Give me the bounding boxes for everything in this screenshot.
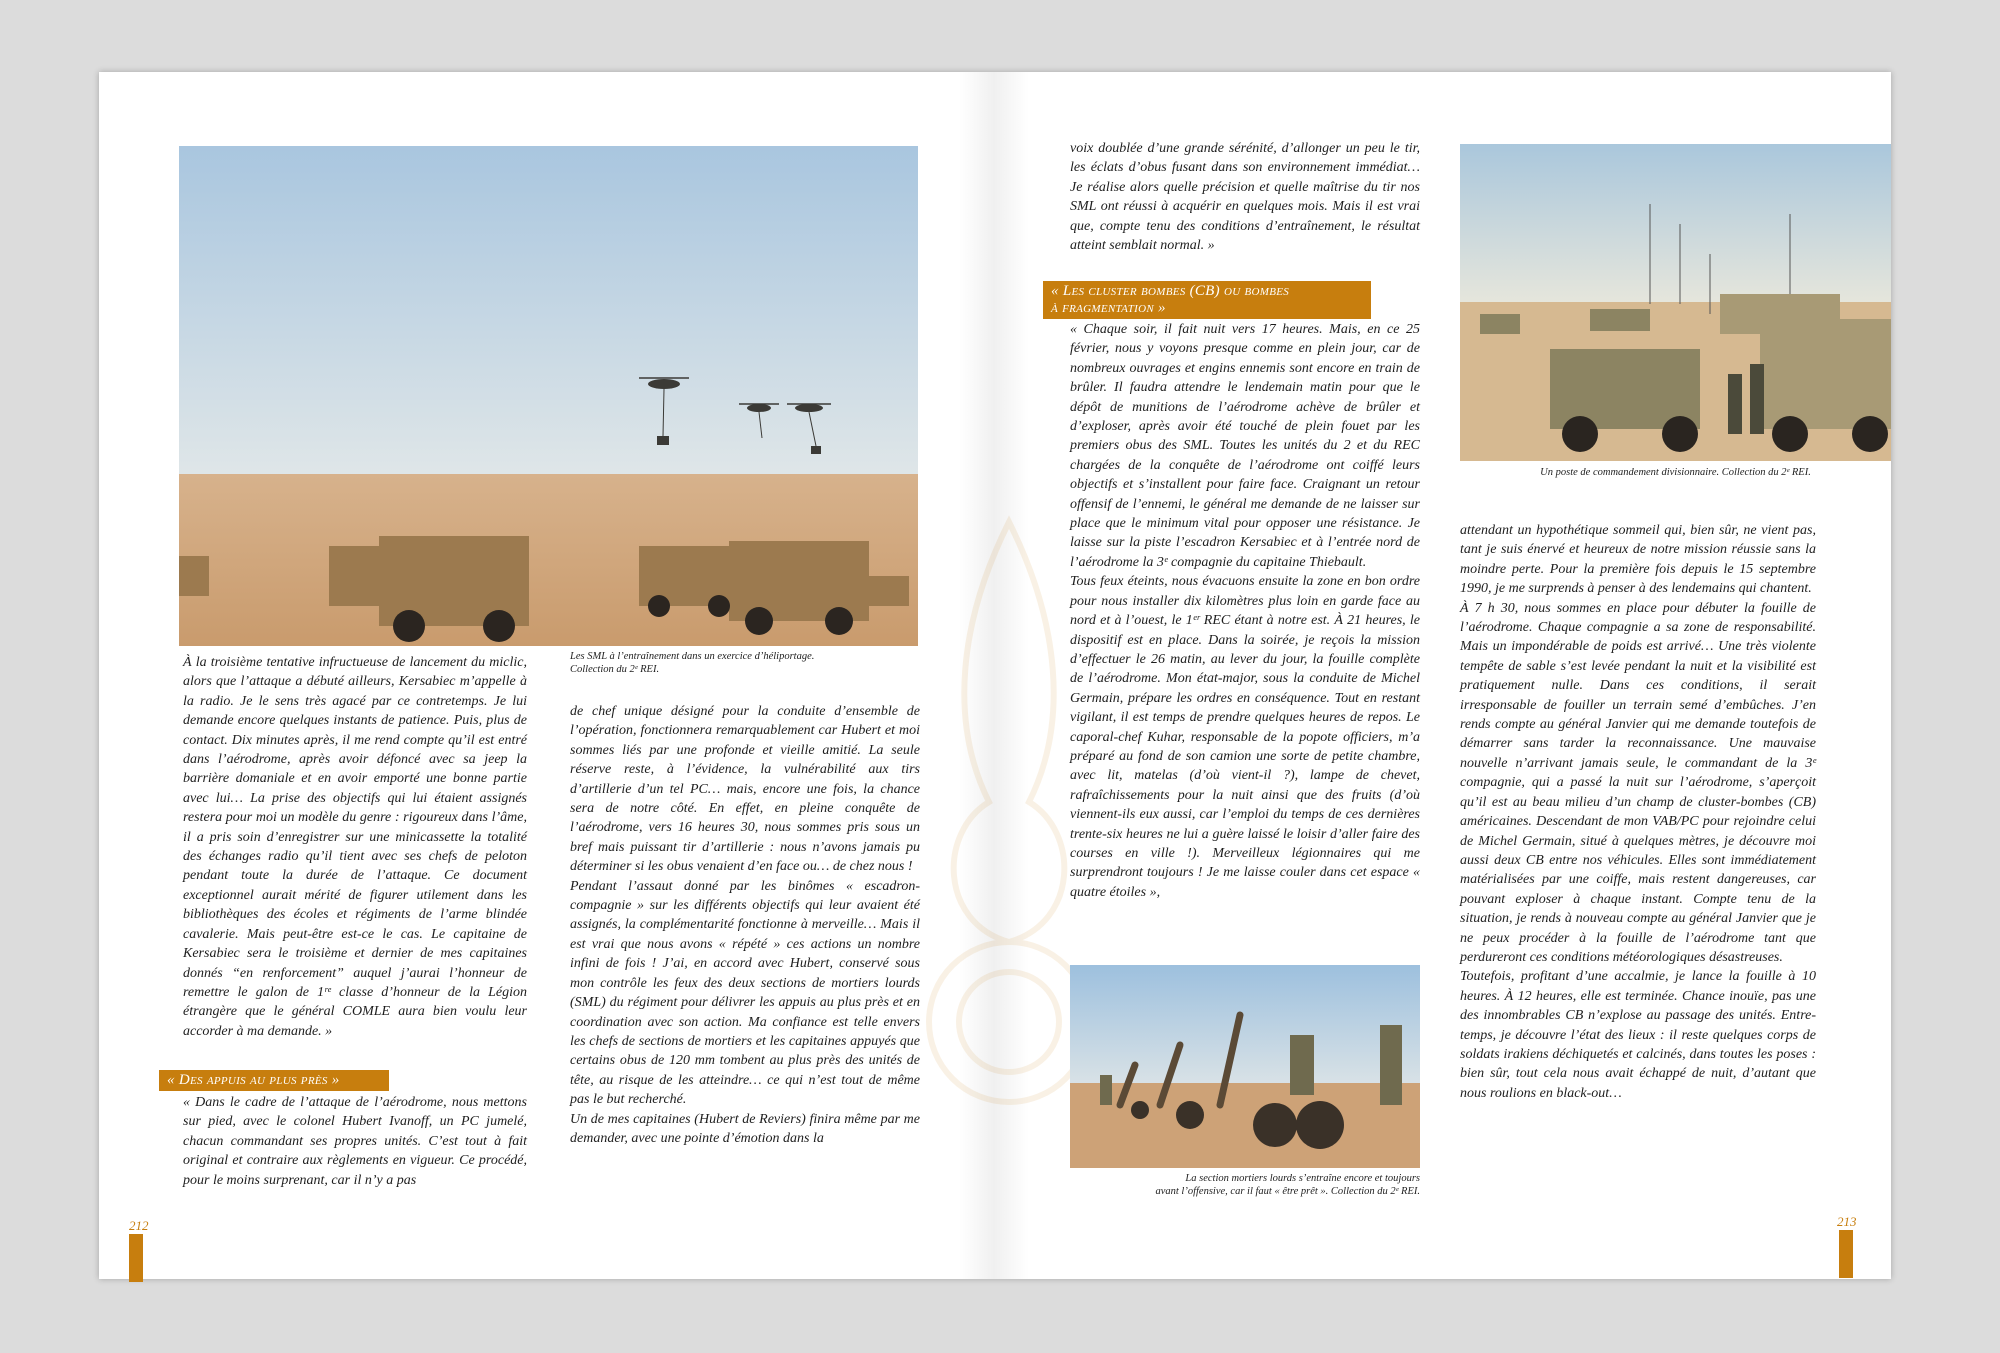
section-heading-appuis: « Des appuis au plus près » — [159, 1070, 389, 1091]
book-spread — [99, 72, 1891, 1279]
paragraph: Un de mes capitaines (Hubert de Reviers) finira même par me demander, avec une pointe d’émotion dans la — [570, 1111, 920, 1146]
paragraph: « Dans le cadre de l’attaque de l’aérodrome, nous mettons sur pied, avec le colonel Hubert Ivanoff, un PC jumelé, chacun commandant ses propres unités. C’est tout à fait original et contraire aux règlements en vigueur. Ce procédé, pour le moins surprenant, car il n’y a pas — [183, 1095, 527, 1188]
paragraph: Tous feux éteints, nous évacuons ensuite la zone en bon ordre pour nous installer dix kilomètres plus loin en garde face au nord et à l’ouest, le 1ᵉʳ REC étant à notre est. À 21 heures, le dispositif est en place. Dans la soirée, je reçois la mission d’effectuer le 26 matin, au lever du jour, la fouille complète de l’aérodrome. Mon état-major, sous la conduite de Michel Germain, prépare les ordres en conséquence. Tout en restant vigilant, il est temps de prendre quelques heures de repos. Le caporal-chef Kuhar, responsable de la popote officiers, m’a préparé au fond de son camion une sorte de petite chambre, avec lit, matelas (d’où vient-il ?), lampe de chevet, rafraîchissements pour la nuit ainsi que des fruits (d’où viennent-ils eux aussi, car l’emploi du temps de ces dernières trente-six heures ne lui a guère laissé le loisir d’aller faire des courses en ville !). Merveilleux légionnaires qui me surprendront toujours ! Je me laisse couler dans cet espace « quatre étoiles », — [1070, 574, 1420, 900]
text-column-4 — [1460, 521, 1816, 1103]
paragraph: « Chaque soir, il fait nuit vers 17 heures. Mais, en ce 25 février, nous y voyons presque comme en plein jour, car de nombreux ouvrages et engins ennemis sont encore en train de brûler. Il faudra attendre le lendemain matin pour que le dépôt de munitions de l’aérodrome achève de brûler et d’exploser, après avoir été touché de plein fouet par les premiers obus des SML. Toutes les unités du 2 et du REC chargées de la conquête de l’aérodrome ont coiffé leurs objectifs et s’installent pour faire face. Craignant un retour offensif de l’ennemi, le général me demande de ne laisser sur place que le minimum vital pour opposer une résistance. Je laisse sur la piste l’escadron Kersabiec et à l’entrée nord de l’aérodrome la 3ᵉ compagnie du capitaine Thiebault. — [1070, 322, 1420, 570]
photo-caption-mortars: La section mortiers lourds s’entraîne encore et toujours avant l’offensive, car il faut « être prêt ». Collection du 2ᵉ REI. — [1155, 1173, 1420, 1197]
text-column-1 — [183, 653, 527, 1041]
photo-caption-command-post: Un poste de commandement divisionnaire. Collection du 2ᵉ REI. — [1540, 467, 1811, 478]
paragraph: voix doublée d’une grande sérénité, d’allonger un peu le tir, les éclats d’obus fusant dans son environnement immédiat… Je réalise alors quelle précision et quelle maîtrise du tir nos SML ont réussi à acquérir en quelques mois. Mais il est vrai que, compte tenu des conditions d’entraînement, le résultat atteint semblait normal. » — [1070, 141, 1420, 254]
paragraph: À la troisième tentative infructueuse de lancement du miclic, alors que l’attaque a débuté ailleurs, Kersabiec m’appelle à la radio. Je le sens très agacé par ce contretemps. Je lui demande encore quelques instants de patience. Puis, plus de contact. Dix minutes après, il me rend compte qu’il est entré dans l’aérodrome, après avoir défoncé avec sa jeep la barrière domaniale et en avoir emporté une bonne partie avec lui… La prise des objectifs qui lui étaient assignés restera pour moi un modèle du genre : rigoureux dans l’âme, il a pris soin d’enregistrer sur une minicassette la totalité des échanges radio qu’il tient avec ses chefs de peloton pendant toute la durée de l’attaque. Ce document exceptionnel aurait mérité de figurer utilement dans les bibliothèques des écoles et régiments de l’arme blindée cavalerie. Mais peut-être est-ce le cas. Le capitaine de Kersabiec sera le troisième et dernier de mes capitaines donnés “en renforcement” auquel j’aurai l’honneur de remettre le galon de 1ʳᵉ classe d’honneur de la Légion étrangère que le général COMLE aura bien voulu leur accorder à ma demande. » — [183, 655, 527, 1039]
folio-bar-right — [1839, 1230, 1853, 1278]
paragraph: de chef unique désigné pour la conduite d’ensemble de l’opération, fonctionnera remarquablement car Hubert et moi sommes liés par une profonde et vieille amitié. La seule réserve reste, à l’évidence, la vulnérabilité aux tirs d’artillerie d’un tel PC… mais, encore une fois, la chance sera de notre côté. En effet, en pleine conquête de l’aérodrome, vers 16 heures 30, nous sommes pris sous un bref mais puissant tir d’artillerie : nous n’avons jamais pu déterminer si les obus venaient d’en face ou… de chez nous ! — [570, 704, 920, 875]
paragraph: À 7 h 30, nous sommes en place pour débuter la fouille de l’aérodrome. Chaque compagnie a sa zone de responsabilité. Mais un impondérable de poids est arrivé… Une très violente tempête de sable s’est levée pendant la nuit et la visibilité est pratiquement nulle. Dans ces conditions, il serait irresponsable de fouiller un terrain semé d’embûches. J’en rends compte au général Janvier qui me demande toutefois de démarrer sans tarder la reconnaissance. Une mauvaise nouvelle n’arrivant jamais seule, le commandant de la 3ᵉ compagnie, qui a passé la nuit sur l’aérodrome, s’aperçoit qu’il est au beau milieu d’un champ de cluster-bombes (CB) américaines. Descendant de mon VAB/PC pour rejoindre celui de Michel Germain, situé à quelques mètres, je découvre moi aussi deux CB entre nos véhicules. Elles sont immédiatement matérialisées par une coiffe, mais restent dangereuses, car pouvant exploser à chaque instant. Compte tenu de la situation, je rends à nouveau compte au général Janvier que je ne peux procéder à la fouille de l’aérodrome tant que perdureront ces conditions météorologiques désastreuses. — [1460, 600, 1816, 965]
page-number-left: 212 — [129, 1218, 149, 1233]
text-column-2 — [570, 702, 920, 1148]
photo-caption-helicopter: Les SML à l’entraînement dans un exercice d’héliportage. Collection du 2ᵉ REI. — [570, 651, 815, 675]
paragraph: Pendant l’assaut donné par les binômes « escadron-compagnie » sur les différents objectifs qui leur avaient été assignés, la complémentarité fonctionne à merveille… Mais il est vrai que nous avons « répété » ces actions un nombre infini de fois ! J’ai, en accord avec Hubert, conservé sous mon contrôle les feux des deux sections de mortiers lourds (SML) du régiment pour délivrer les appuis au plus près et en coordination avec son action. Ma confiance est telle envers les chefs de sections de mortiers et les capitaines appuyés que certains obus de 120 mm tombent au plus près des unités de tête, au risque de les atteindre… ce qui n’est tout de même pas le but recherché. — [570, 878, 920, 1108]
page-number-right: 213 — [1837, 1214, 1857, 1229]
photo-command-post — [1460, 144, 1891, 461]
section-heading-cluster-bombes: « Les cluster bombes (CB) ou bombes à fragmentation » — [1043, 281, 1371, 319]
text-column-1b — [183, 1093, 527, 1190]
photo-helicopter-exercise — [179, 146, 918, 646]
text-column-3 — [1070, 139, 1420, 255]
text-column-3b — [1070, 320, 1420, 902]
folio-bar-left — [129, 1234, 143, 1282]
paragraph: attendant un hypothétique sommeil qui, bien sûr, ne vient pas, tant je suis énervé et heureux de notre mission réussie sans la moindre perte. Pour la première fois depuis le 15 septembre 1990, je me surprends à penser à des lendemains qui chantent. — [1460, 523, 1816, 597]
paragraph: Toutefois, profitant d’une accalmie, je lance la fouille à 10 heures. À 12 heures, elle est terminée. Chance inouïe, pas une des innombrables CB n’explose au passage des unités. Entre-temps, je découvre l’état des lieux : il reste quelques corps de soldats irakiens déchiquetés et calcinés, dans toutes les poses : bien sûr, tout cela nous avait échappé de nuit, d’autant que nous roulions en black-out… — [1460, 969, 1816, 1101]
photo-mortar-section — [1070, 965, 1420, 1168]
